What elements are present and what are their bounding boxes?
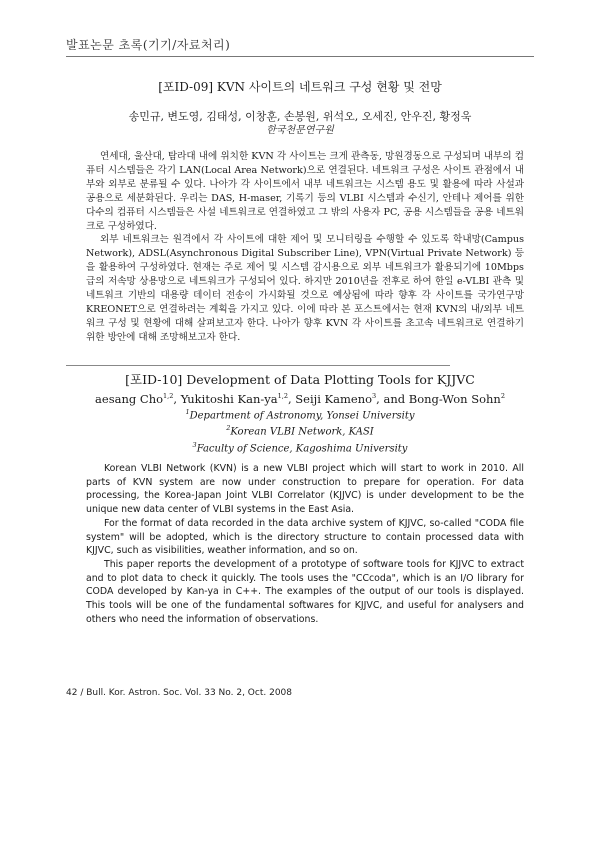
paper2-affiliations	[66, 406, 534, 455]
author-name: Seiji Kameno	[295, 392, 373, 406]
affiliation-line: $^3$Faculty of Science, Kagoshima University	[192, 440, 408, 454]
affiliation-line: $^2$Korean VLBI Network, KASI	[226, 424, 374, 438]
paper1-title: [포ID-09] KVN 사이트의 네트워크 구성 현황 및 전망	[158, 80, 442, 94]
author-affil-mark: 1,2	[163, 392, 174, 401]
paper2-paragraph: For the format of data recorded in the data archive system of KJJVC, so-called "CODA file system" will be adopted, which is the directory structure to contain processed data with KJJVC, such as visibilities, weather information, and so on.	[86, 517, 524, 557]
page-footer: 42 / Bull. Kor. Astron. Soc. Vol. 33 No. 2, Oct. 2008	[66, 688, 292, 698]
section-divider	[66, 365, 450, 366]
paper2-paragraph: This paper reports the development of a prototype of software tools for KJJVC to extract and to plot data to check it quickly. The tools uses the "CCcoda", which is an I/O library for CODA developed by Kan-ya in C++. The examples of the output of our tools is displayed. This tools will be one of the fundamental softwares for KJJVC, and useful for analysers and others who need the information of observations.	[86, 558, 524, 625]
author-affil-mark: 3	[372, 392, 377, 401]
paper1-authors: 송민규, 변도영, 김태성, 이창훈, 손봉원, 위석오, 오세진, 안우진, 황정욱	[128, 110, 472, 123]
paper2-authors: aesang Cho$^{1,2}$, Yukitoshi Kan-ya$^{1,2}$, Seiji Kameno$^3$, and Bong-Won Sohn$^2$	[95, 392, 505, 406]
paper1-affiliation: 한국천문연구원	[266, 125, 334, 136]
affiliation-line: $^1$Department of Astronomy, Yonsei University	[185, 408, 415, 422]
author-affil-mark: 2	[500, 392, 505, 401]
paper2-title: [포ID-10] Development of Data Plotting Tools for KJJVC	[125, 372, 475, 387]
paper1-paragraph: 연세대, 울산대, 탐라대 내에 위치한 KVN 각 사이트는 크게 관측동, 망원경동으로 구성되며 내부의 컴퓨터 시스템들은 각기 LAN(Local Area Network)으로 연결된다. 네트워크 구성은 사이트 관점에서 내부와 외부로 분류될 수 있다. 나아가 각 사이트에서 내부 네트워크는 시스템 용도 및 활용에 따라 사설과 공용으로 세분화된다. 우리는 DAS, H-maser, 기록기 등의 VLBI 시스템과 수신기, 안테나 제어를 위한 다수의 컴퓨터 시스템들은 사설 네트워크로 연결하였고 그 밖의 사용자 PC, 공용 시스템들을 공용 네트워크로 구성하였다.	[86, 151, 524, 232]
header-rule	[66, 56, 534, 57]
author-affil-mark: 1,2	[277, 392, 288, 401]
author-name: and Bong-Won Sohn	[383, 392, 501, 406]
author-name: Yukitoshi Kan-ya	[180, 392, 278, 406]
author-name: aesang Cho	[95, 392, 164, 406]
paper2-paragraph: Korean VLBI Network (KVN) is a new VLBI project which will start to work in 2010. All parts of KVN system are now under construction to prepare for operation. For data processing, the Korea-Japan Joint VLBI Correlator (KJJVC) is under development to be the unique new data center of VLBI systems in the East Asia.	[86, 463, 524, 516]
paper1-abstract	[86, 150, 524, 345]
paper1-paragraph: 외부 네트워크는 원격에서 각 사이트에 대한 제어 및 모니터링을 수행할 수 있도록 학내망(Campus Network), ADSL(Asynchronous Digital Subscriber Line), VPN(Virtual Private Network) 등을 활용하여 구성하였다. 현재는 주로 제어 및 시스템 감시용으로 외부 네트워크가 활용되기에 10Mbps급의 저속망 상용망으로 네트워크가 구성되어 있다. 하지만 2010년을 전후로 하여 한일 e-VLBI 관측 및 네트워크 기반의 대용량 데이터 전송이 가시화될 것으로 예상됨에 따라 향후 각 사이트를 국가연구망 KREONET으로 연결하려는 계획을 가지고 있다. 이에 따라 본 포스트에서는 현재 KVN의 내/외부 네트워크 구성 및 현황에 대해 살펴보고자 한다. 나아가 향후 KVN 각 사이트를 초고속 네트워크로 연결하기 위한 방안에 대해 조망해보고자 한다.	[86, 234, 524, 343]
paper2-abstract	[86, 462, 524, 626]
running-header: 발표논문 초록(기기/자료처리)	[66, 38, 231, 52]
